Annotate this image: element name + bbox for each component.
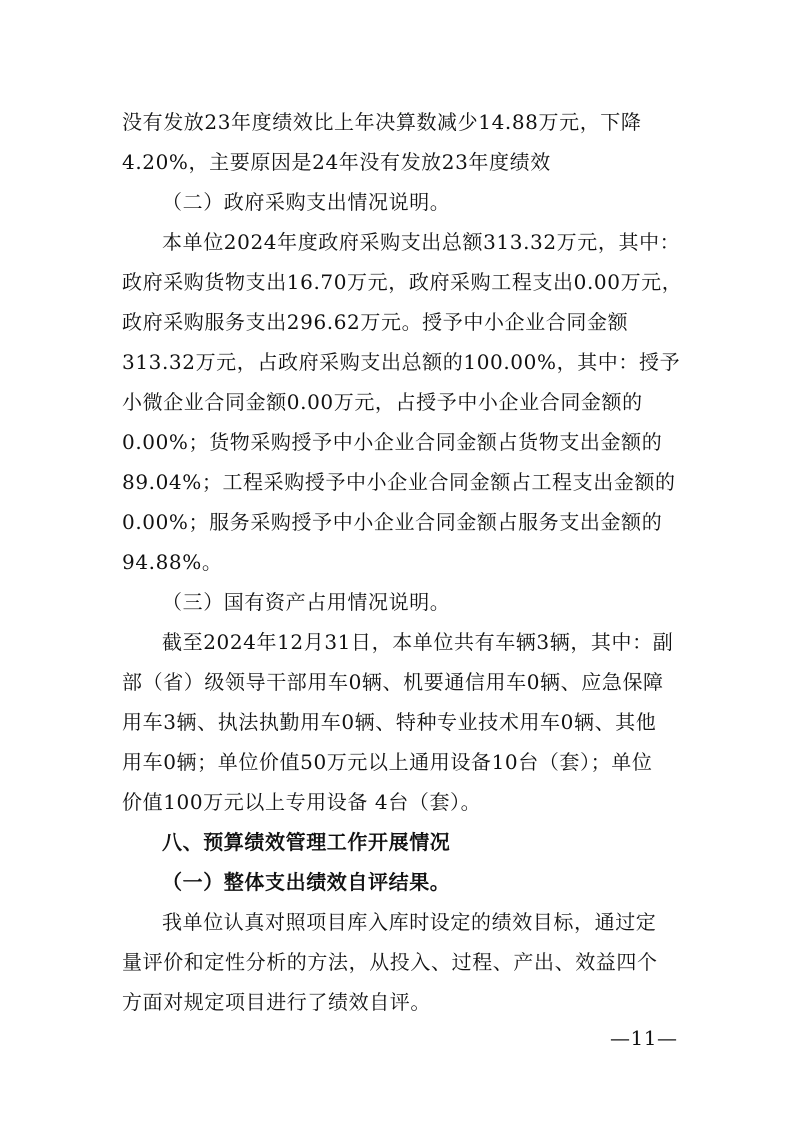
chapter-heading-performance: 八、预算绩效管理工作开展情况 <box>162 830 451 854</box>
page-number: —11— <box>610 1026 678 1050</box>
body-text-line: 政府采购货物支出16.70万元，政府采购工程支出0.00万元， <box>122 270 683 294</box>
body-text-line: 89.04%；工程采购授予中小企业合同金额占工程支出金额的 <box>122 470 676 494</box>
body-text-line: 用车3辆、执法执勤用车0辆、特种专业技术用车0辆、其他 <box>122 710 657 734</box>
body-text-line: 价值100万元以上专用设备 4台（套）。 <box>122 790 482 814</box>
body-text-line: 政府采购服务支出296.62万元。授予中小企业合同金额 <box>122 310 629 334</box>
body-text-line: 94.88%。 <box>122 550 223 574</box>
body-text-line: 截至2024年12月31日，本单位共有车辆3辆，其中：副 <box>162 630 674 654</box>
section-heading-self-evaluation: （一）整体支出绩效自评结果。 <box>162 870 451 894</box>
body-text-line: 用车0辆；单位价值50万元以上通用设备10台（套）；单位 <box>122 750 653 774</box>
body-text-line: 4.20%，主要原因是24年没有发放23年度绩效 <box>122 150 551 174</box>
body-text-line: 313.32万元，占政府采购支出总额的100.00%，其中：授予 <box>122 350 681 374</box>
body-text-line: 量评价和定性分析的方法，从投入、过程、产出、效益四个 <box>122 950 658 974</box>
section-heading-assets: （三）国有资产占用情况说明。 <box>162 590 451 614</box>
body-text-line: 部（省）级领导干部用车0辆、机要通信用车0辆、应急保障 <box>122 670 664 694</box>
body-text-line: 0.00%；货物采购授予中小企业合同金额占货物支出金额的 <box>122 430 663 454</box>
body-text-line: 我单位认真对照项目库入库时设定的绩效目标，通过定 <box>162 910 657 934</box>
body-text-line: 0.00%；服务采购授予中小企业合同金额占服务支出金额的 <box>122 510 663 534</box>
body-text-line: 小微企业合同金额0.00万元，占授予中小企业合同金额的 <box>122 390 643 414</box>
body-text-line: 本单位2024年度政府采购支出总额313.32万元，其中： <box>162 230 681 254</box>
body-text-line: 没有发放23年度绩效比上年决算数减少14.88万元，下降 <box>122 110 642 134</box>
body-text-line: 方面对规定项目进行了绩效自评。 <box>122 990 431 1014</box>
section-heading-procurement: （二）政府采购支出情况说明。 <box>162 190 451 214</box>
